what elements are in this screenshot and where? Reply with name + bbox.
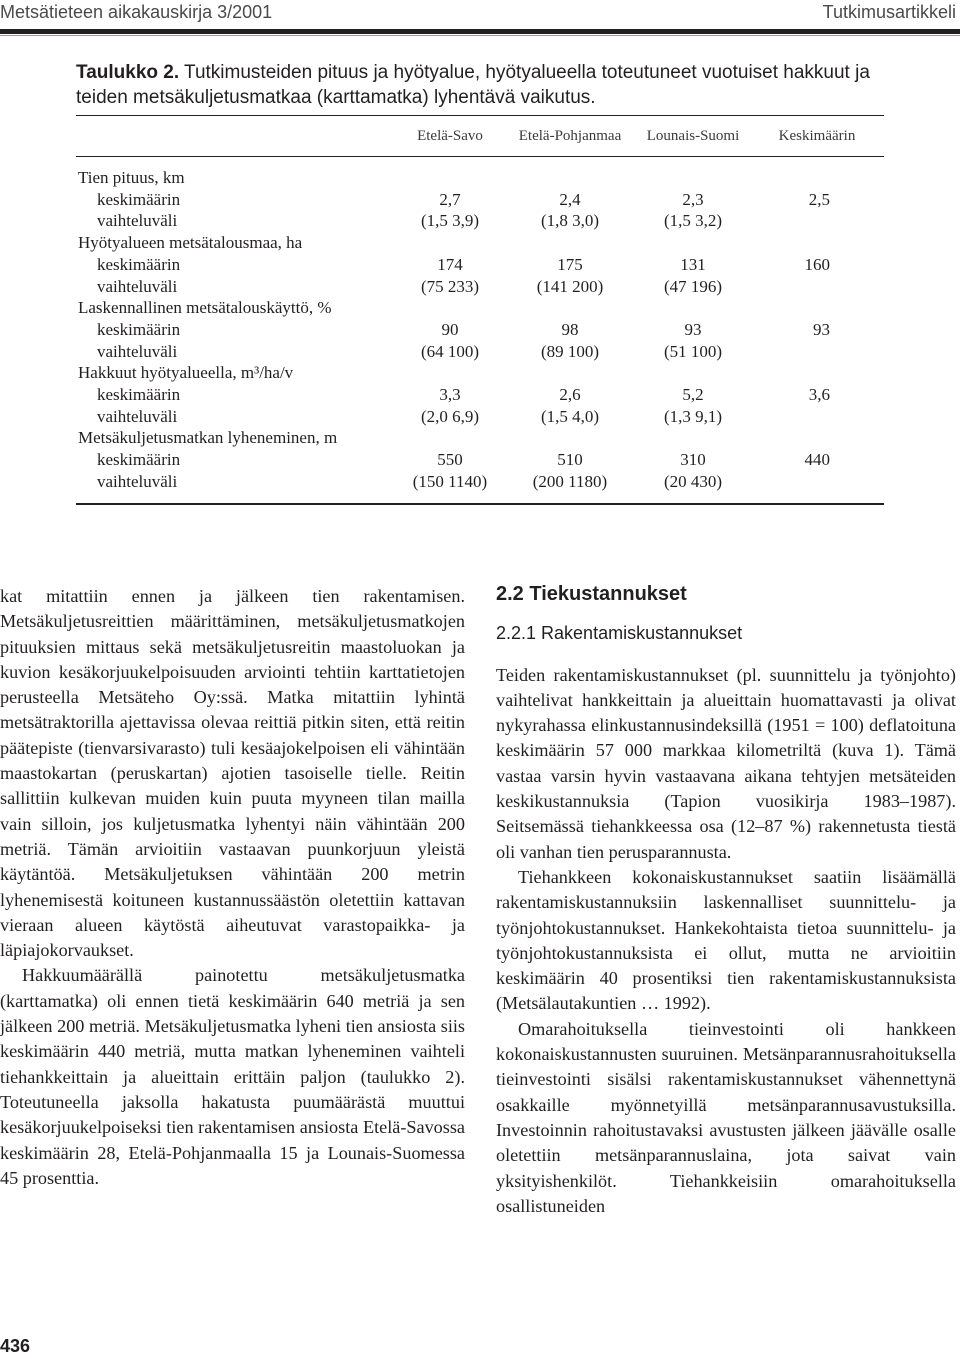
table-cell: (89 100)	[540, 341, 600, 361]
table-cell: 550	[437, 450, 463, 470]
table-cell: 3,6	[808, 385, 830, 404]
table-cell: (1,5 3,9)	[420, 211, 480, 231]
table-cell: 98	[561, 319, 579, 339]
table-cell: (1,8 3,0)	[540, 211, 600, 231]
table-group-label: Hakkuut hyötyalueella, m³/ha/v	[78, 363, 294, 383]
column-header-etela-pohjanmaa: Etelä-Pohjanmaa	[518, 128, 622, 144]
table-cell: 310	[680, 450, 706, 470]
table-cell: 2,4	[559, 189, 581, 209]
table-row-label: vaihteluväli	[97, 276, 178, 296]
table-group-row	[0, 233, 960, 255]
table-row-label: keskimäärin	[97, 189, 181, 209]
table-cell: 2,6	[559, 385, 581, 404]
table-caption	[76, 60, 896, 110]
table-row-label: vaihteluväli	[97, 341, 178, 361]
table-group-label: Hyötyalueen metsätalousmaa, ha	[78, 233, 303, 253]
table-cell: (200 1180)	[532, 471, 608, 491]
table-cell: 3,3	[439, 385, 461, 404]
table-group-row	[0, 168, 960, 190]
table-row-label: keskimäärin	[97, 319, 181, 339]
table-cell: 93	[684, 319, 702, 339]
right-column	[496, 582, 956, 1219]
table-row-label: keskimäärin	[97, 450, 181, 470]
table-cell: 93	[813, 319, 830, 339]
table-cell: (1,5 4,0)	[540, 406, 600, 426]
column-header-lounais-suomi: Lounais-Suomi	[646, 128, 740, 144]
table-cell: 175	[557, 254, 583, 274]
table-bottom-rule	[76, 503, 884, 505]
table-cell: (1,5 3,2)	[663, 211, 723, 231]
paragraph: kat mitattiin ennen ja jälkeen tien rakentamisen. Metsäkuljetusreittien määrittäminen, metsäkuljetusmatkojen pituuksien mittaus sekä metsäkuljetusreitin maastoluokan ja kuvion kesäkorjuukelpoisuuden arviointi tehtiin karttatietojen perusteella Metsäteho Oy:ssä. Matka mitattiin lyhintä metsätraktorilla ajettavissa olevaa reittiä pitkin siten, että reitin päätepiste (tienvarsivarasto) tuli kesäajokelpoisen eli vähintään maastokartan (peruskartan) ajotien tasoiselle tielle. Reitin sallittiin kulkevan muiden kuin puuta myyneen tilan mailla vain silloin, jos kuljetusmatka lyhentyi näin vähintään 200 metriä. Tämän arvioitiin vastaavan puunkorjuun yleistä käytäntöä. Metsäkuljetuksen vähintään 200 metrin lyhenemisestä koituneen kustannussäästön oletettiin kattavan vieraan alueen käytöstä aiheutuvat varastopaikka- ja läpiajokorvaukset.	[0, 586, 465, 961]
table-row	[0, 342, 960, 364]
paragraph: Hakkuumäärällä painotettu metsäkuljetusmatka (karttamatka) oli ennen tietä keskimäärin 640 metriä ja sen jälkeen 200 metriä. Metsäkuljetusmatka lyheni tien ansiosta siis keskimäärin 440 metriä, mutta matkan lyheneminen vaihteli tiehankkeittain ja alueittain erittäin paljon (taulukko 2). Toteutuneella jaksolla hakatusta puumäärästä muuttui kesäkorjuukelpoiseksi tien rakentamisen ansiosta Etelä-Savossa keskimäärin 28, Etelä-Pohjanmaalla 15 ja Lounais-Suomessa 45 prosenttia.	[0, 965, 465, 1188]
subsection-heading: 2.2.1 Rakentamiskustannukset	[496, 623, 743, 644]
column-header-keskimaarin: Keskimäärin	[778, 128, 856, 144]
table-row	[0, 255, 960, 277]
paragraph: Teiden rakentamiskustannukset (pl. suunnittelu ja työnjohto) vaihtelivat hankkeittain ja alueittain huomattavasti ja olivat nykyrahassa elinkustannusindeksillä (1951 = 100) deflatoituna keskimäärin 57 000 markkaa kilometriltä (kuva 1). Tämä vastaa varsin hyvin vastaavana aikana tehtyjen metsäteiden keskikustannuksia (Tapion vuosikirja 1983–1987). Seitsemässä tiehankkeessa osa (12–87 %) rakennetusta tiestä oli vanhan tien perusparannusta.	[496, 664, 956, 862]
table-row	[0, 385, 960, 407]
column-header-etela-savo: Etelä-Savo	[417, 128, 483, 144]
table-group-label: Metsäkuljetusmatkan lyheneminen, m	[78, 428, 338, 448]
table-row-label: vaihteluväli	[97, 211, 178, 231]
header-rule-thick	[0, 29, 960, 34]
table-row	[0, 450, 960, 472]
caption-label: Taulukko 2.	[76, 62, 180, 83]
header-rule	[0, 35, 960, 36]
table-group-label: Tien pituus, km	[78, 168, 185, 187]
table-cell: 2,3	[682, 189, 704, 209]
table-group-row	[0, 363, 960, 385]
table-cell: (141 200)	[536, 276, 604, 296]
table-cell: 2,5	[808, 189, 830, 209]
table-cell: 510	[557, 450, 583, 470]
table-cell: (64 100)	[420, 341, 480, 361]
table-cell: (47 196)	[663, 276, 723, 296]
paragraph: Omarahoituksella tieinvestointi oli hankkeen kokonaiskustannusten suuruinen. Metsänparannusrahoituksella tieinvestointi sisälsi rakentamiskustannukset vähennettynä osakkaille myönnetyillä metsänparannusavustuksilla. Investoinnin rahoitustavaksi avustusten jälkeen jäävälle osalle oletettiin metsänparannuslaina, jota saivat vain yksityishenkilöt. Tiehankkeisiin omarahoituksella osallistuneiden	[496, 1018, 956, 1216]
table-cell: 174	[437, 254, 463, 274]
table-cell: (51 100)	[663, 341, 723, 361]
table-cell: 5,2	[682, 385, 704, 404]
journal-title: Metsätieteen aikakauskirja 3/2001	[0, 2, 273, 22]
table-row-label: keskimäärin	[97, 254, 181, 274]
table-cell: (20 430)	[663, 471, 723, 491]
table-group-label: Laskennallinen metsätalouskäyttö, %	[78, 298, 332, 318]
table-header-rule	[76, 156, 884, 157]
section-heading: 2.2 Tiekustannukset	[496, 583, 687, 605]
paragraph: Tiehankkeen kokonaiskustannukset saatiin lisäämällä rakentamiskustannuksiin laskennalliset suunnittelu- ja työnjohtokustannukset. Hankekohtaista tietoa suunnittelu- ja työnjohtokustannuksista ei ollut, mutta ne arvioitiin keskimäärin 40 prosentiksi tien rakentamiskustannuksista (Metsälautakuntien … 1992).	[496, 866, 956, 1014]
table-row	[0, 277, 960, 299]
table-cell: 90	[441, 319, 459, 339]
table-cell: 131	[680, 254, 706, 274]
table-row-label: vaihteluväli	[97, 406, 178, 426]
left-column	[0, 584, 465, 1191]
section-label: Tutkimusartikkeli	[822, 2, 956, 22]
table-cell: (2,0 6,9)	[420, 406, 480, 426]
table-row	[0, 211, 960, 233]
table-row	[0, 472, 960, 494]
table-row-label: keskimäärin	[97, 385, 181, 404]
caption-text: Tutkimusteiden pituus ja hyötyalue, hyötyalueella toteutuneet vuotuiset hakkuut ja teiden metsäkuljetusmatkaa (karttamatka) lyhentävä vaikutus.	[76, 62, 870, 108]
table-cell: 160	[804, 254, 830, 274]
table-row-label: vaihteluväli	[97, 471, 178, 491]
table-cell: (1,3 9,1)	[663, 406, 723, 426]
table-row	[0, 190, 960, 212]
page-number: 436	[0, 1336, 31, 1356]
table-row	[0, 320, 960, 342]
table-cell: (75 233)	[420, 276, 480, 296]
table-cell: (150 1140)	[412, 471, 488, 491]
table-group-row	[0, 428, 960, 450]
table-group-row	[0, 298, 960, 320]
table-row	[0, 407, 960, 429]
table-top-rule	[76, 115, 884, 116]
table-cell: 440	[804, 450, 830, 470]
table-cell: 2,7	[439, 189, 461, 209]
